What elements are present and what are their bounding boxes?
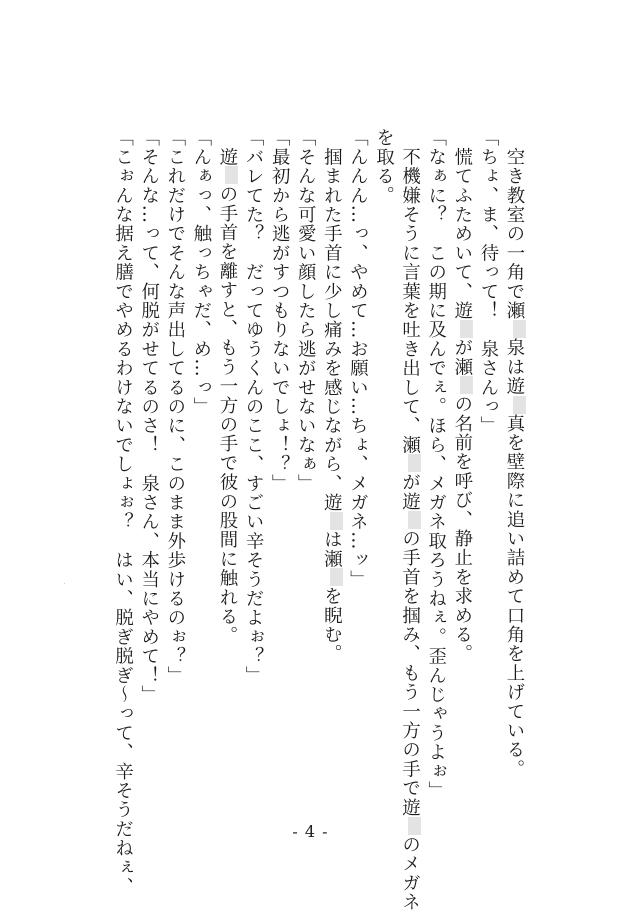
text-line [266,128,292,804]
text-segment: の手首を掴み、もう一方の手で遊 [399,528,421,817]
page-number: - 4 - [292,822,329,841]
redaction-block [408,511,421,529]
text-segment: 「んぁっ、触っちゃだ、め…っ」 [190,128,212,416]
text-segment: 空き教室の一角で瀬 [504,128,525,320]
text-segment: 慌てふためいて、遊 [451,128,473,320]
text-segment: 「そんな…って、何脱がせてるのさ！ 泉さん、本当にやめて！」 [138,128,160,704]
text-segment: 泉は遊 [504,338,525,396]
text-line [318,128,344,804]
text-line [110,128,136,896]
redaction-block [460,320,473,338]
text-segment: 「なぁに？ この期に及んでぇ。ほら、メガネ取ろうねぇ。歪んじゃうよぉ」 [425,128,447,800]
redaction-block [460,376,473,394]
text-line [214,128,240,804]
text-segment: 掴まれた手首に少し痛みを感じながら、遊 [321,128,343,512]
text-segment: が遊 [399,472,421,511]
text-segment: が瀬 [451,338,473,377]
redaction-block [408,454,421,472]
text-line [397,128,423,912]
redaction-block [225,166,238,184]
text-segment: 「バレてた？ だってゆうくんのここ、すごい辛そうだよぉ？」 [243,128,265,685]
text-line [475,128,501,804]
text-line [162,128,188,804]
text-line [449,128,475,804]
text-line [188,128,214,804]
text-segment: の名前を呼び、静止を求める。 [451,394,473,664]
text-segment: 真を壁際に追い詰めて口角を上げている。 [504,413,525,779]
text-line [370,128,396,804]
redaction-block [513,320,526,338]
text-segment: 「んんん…っ、やめて…お願い…ちょ、メガネ…ッ」 [347,128,369,589]
text-segment: は瀬 [321,530,343,569]
text-segment: のメガネ [399,834,421,912]
text-segment: 「これだけでそんな声出してるのに、このまま外歩けるのぉ？」 [164,128,186,685]
text-line [136,128,162,804]
margin-dot [64,583,65,584]
text-line [423,128,449,804]
text-line [501,128,527,804]
text-segment: 「そんな可愛い顔したら逃がせないなぁ」 [295,128,317,493]
text-line [344,128,370,804]
text-segment: 「ちょ、ま、待って！ 泉さんっ」 [477,128,499,436]
text-segment: を取る。 [373,128,395,205]
redaction-block [513,396,526,414]
text-segment: 「こぉんな据え膳でやめるわけないでしょぉ？ はい、脱ぎ脱ぎ〜って、辛そうだねぇ、 [112,128,134,896]
text-segment: の手首を離すと、もう一方の手で彼の股間に触れる。 [216,184,238,646]
vertical-text-body [87,128,527,912]
text-segment: 「最初から逃がすつもりないでしょ！？」 [269,128,291,493]
text-line [292,128,318,804]
redaction-block [330,568,343,586]
text-line [240,128,266,804]
text-segment: 遊 [216,128,238,167]
text-segment: を睨む。 [321,586,343,664]
redaction-block [330,512,343,530]
text-segment: 不機嫌そうに言葉を吐き出して、瀬 [399,128,421,455]
